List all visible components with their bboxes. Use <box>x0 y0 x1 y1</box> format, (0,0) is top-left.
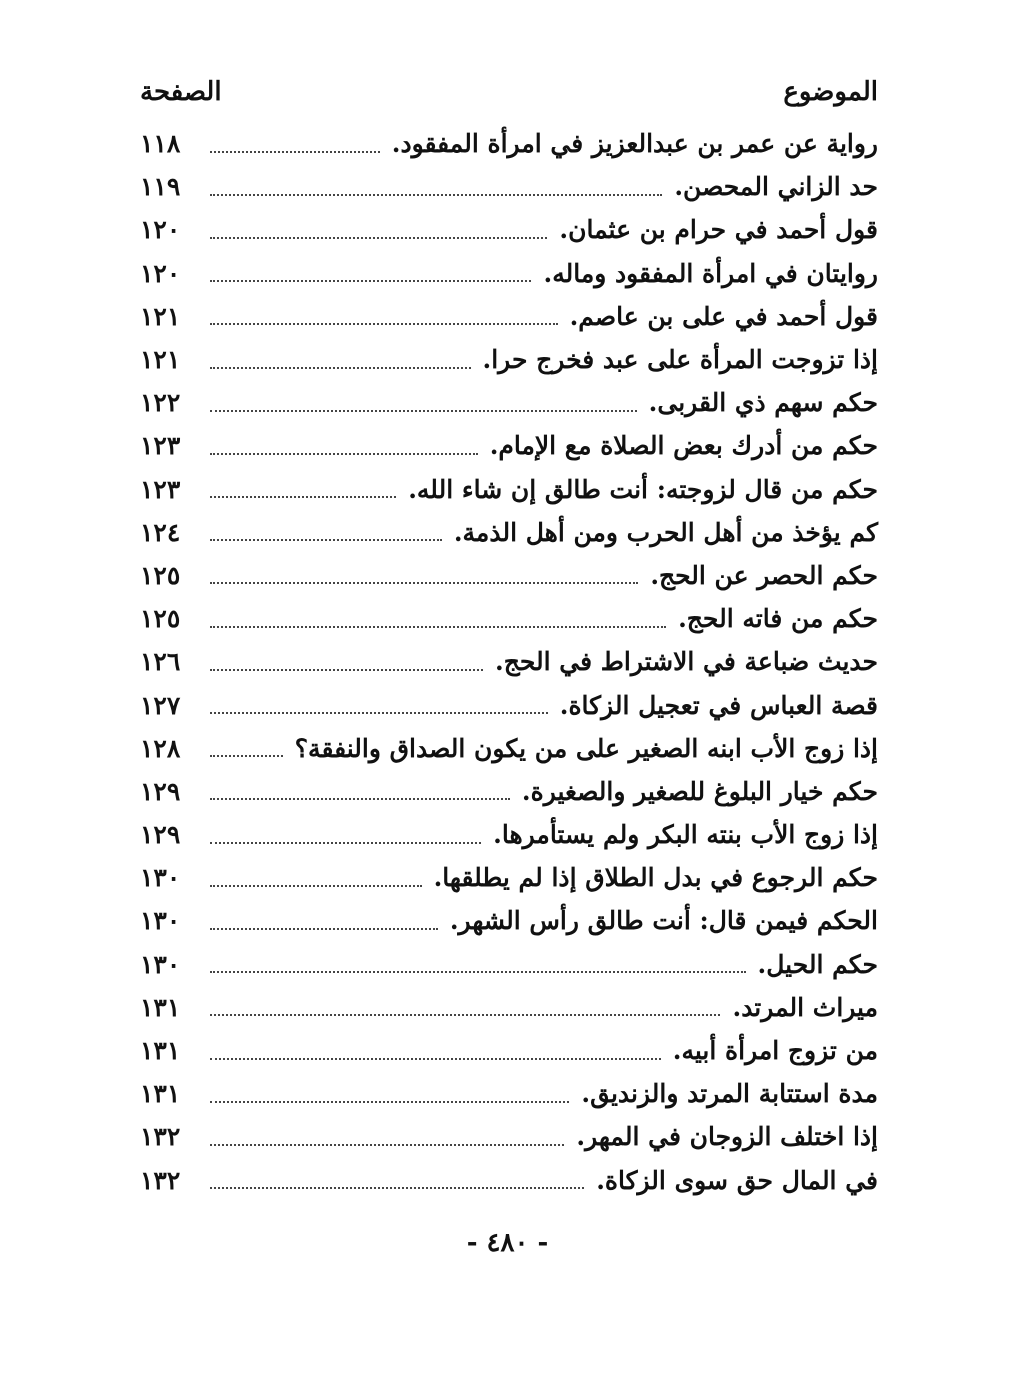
toc-entry-title: من تزوج امرأة أبيه. <box>672 1036 878 1066</box>
dot-leader <box>210 928 438 930</box>
toc-row <box>140 468 878 511</box>
toc-row <box>140 208 878 251</box>
toc-entry-page: ١٣٠ <box>140 949 181 979</box>
toc-entry-page: ١٣١ <box>140 992 181 1022</box>
toc-row <box>140 1072 878 1115</box>
dot-leader <box>210 496 396 498</box>
toc-row <box>140 856 878 899</box>
dot-leader <box>210 280 531 282</box>
toc-row <box>140 727 878 770</box>
toc-entry-title: إذا زوج الأب بنته البكر ولم يستأمرها. <box>493 820 878 850</box>
toc-entry-title: إذا اختلف الزوجان في المهر. <box>576 1122 878 1152</box>
toc-row <box>140 381 878 424</box>
toc-entry-page: ١١٨ <box>140 129 181 159</box>
dot-leader <box>210 194 662 196</box>
dot-leader <box>210 582 638 584</box>
toc-row <box>140 640 878 683</box>
toc-entry-title: قصة العباس في تعجيل الزكاة. <box>559 690 878 720</box>
toc-entry-title: حكم من فاته الحج. <box>678 604 878 634</box>
dot-leader <box>210 323 558 325</box>
toc-entry-page: ١٢٩ <box>140 776 181 806</box>
dot-leader <box>210 237 547 239</box>
toc-entry-title: حكم من أدرك بعض الصلاة مع الإمام. <box>489 431 878 461</box>
toc-entry-page: ١٢٩ <box>140 820 181 850</box>
dot-leader <box>210 626 666 628</box>
dot-leader <box>210 1014 720 1016</box>
toc-entry-page: ١٢٠ <box>140 258 181 288</box>
toc-entry-page: ١٢٥ <box>140 604 181 634</box>
dot-leader <box>210 669 483 671</box>
toc-entry-title: حكم من قال لزوجته: أنت طالق إن شاء الله. <box>408 474 878 504</box>
table-of-contents <box>140 122 878 1202</box>
toc-entry-page: ١٢٥ <box>140 560 181 590</box>
toc-entry-page: ١٢٨ <box>140 733 181 763</box>
dot-leader <box>210 367 471 369</box>
toc-entry-title: كم يؤخذ من أهل الحرب ومن أهل الذمة. <box>453 517 878 547</box>
toc-entry-title: حد الزاني المحصن. <box>674 172 878 202</box>
toc-entry-title: إذا زوج الأب ابنه الصغير على من يكون الصداق والنفقة؟ <box>294 733 878 763</box>
dot-leader <box>210 151 380 153</box>
toc-row <box>140 122 878 165</box>
dot-leader <box>210 1101 569 1103</box>
toc-row <box>140 295 878 338</box>
toc-row <box>140 511 878 554</box>
dot-leader <box>210 453 478 455</box>
toc-entry-title: حكم الحصر عن الحج. <box>650 560 878 590</box>
toc-entry-page: ١٢٤ <box>140 517 181 547</box>
toc-entry-page: ١٣٠ <box>140 863 181 893</box>
toc-row <box>140 1115 878 1158</box>
dot-leader <box>210 798 510 800</box>
toc-row <box>140 338 878 381</box>
toc-entry-title: روايتان في امرأة المفقود وماله. <box>543 258 878 288</box>
toc-entry-page: ١٣٢ <box>140 1122 181 1152</box>
toc-row <box>140 1029 878 1072</box>
dot-leader <box>210 1187 584 1189</box>
toc-entry-title: ميراث المرتد. <box>732 992 878 1022</box>
toc-row <box>140 424 878 467</box>
toc-row <box>140 943 878 986</box>
toc-row <box>140 770 878 813</box>
toc-header <box>140 70 878 114</box>
toc-entry-title: حكم خيار البلوغ للصغير والصغيرة. <box>521 776 878 806</box>
toc-row <box>140 683 878 726</box>
toc-row <box>140 986 878 1029</box>
toc-entry-page: ١٢٢ <box>140 388 181 418</box>
dot-leader <box>210 539 442 541</box>
toc-row <box>140 554 878 597</box>
toc-entry-title: إذا تزوجت المرأة على عبد فخرج حرا. <box>482 345 878 375</box>
toc-row <box>140 1159 878 1202</box>
toc-entry-page: ١١٩ <box>140 172 181 202</box>
toc-entry-page: ١٢١ <box>140 301 181 331</box>
dot-leader <box>210 971 746 973</box>
toc-entry-page: ١٢١ <box>140 345 181 375</box>
toc-entry-title: حكم سهم ذي القربى. <box>648 388 878 418</box>
toc-entry-page: ١٣١ <box>140 1036 181 1066</box>
dot-leader <box>210 842 481 844</box>
toc-entry-title: حديث ضباعة في الاشتراط في الحج. <box>495 647 878 677</box>
toc-row <box>140 165 878 208</box>
toc-entry-page: ١٣١ <box>140 1079 181 1109</box>
toc-entry-page: ١٢٧ <box>140 690 181 720</box>
toc-entry-title: مدة استتابة المرتد والزنديق. <box>581 1079 878 1109</box>
topic-column-heading: الموضوع <box>783 77 878 107</box>
toc-row <box>140 252 878 295</box>
toc-entry-page: ١٣٠ <box>140 906 181 936</box>
page-number-footer: - ٤٨٠ - <box>466 1228 549 1258</box>
dot-leader <box>210 1058 661 1060</box>
toc-entry-title: قول أحمد في على بن عاصم. <box>569 301 878 331</box>
toc-entry-page: ١٢٣ <box>140 474 181 504</box>
toc-entry-title: في المال حق سوى الزكاة. <box>596 1165 878 1195</box>
toc-row <box>140 899 878 942</box>
dot-leader <box>210 712 548 714</box>
toc-entry-page: ١٢٣ <box>140 431 181 461</box>
toc-entry-title: حكم الرجوع في بدل الطلاق إذا لم يطلقها. <box>433 863 878 893</box>
toc-entry-title: حكم الحيل. <box>757 949 878 979</box>
toc-entry-title: قول أحمد في حرام بن عثمان. <box>559 215 878 245</box>
page-column-heading: الصفحة <box>140 77 222 107</box>
toc-entry-title: رواية عن عمر بن عبدالعزيز في امرأة المفقود. <box>391 129 878 159</box>
dot-leader <box>210 1144 564 1146</box>
toc-entry-title: الحكم فيمن قال: أنت طالق رأس الشهر. <box>449 906 878 936</box>
dot-leader <box>210 885 422 887</box>
dot-leader <box>210 410 637 412</box>
toc-entry-page: ١٣٢ <box>140 1165 181 1195</box>
toc-row <box>140 597 878 640</box>
dot-leader <box>210 755 283 757</box>
toc-entry-page: ١٢٠ <box>140 215 181 245</box>
toc-entry-page: ١٢٦ <box>140 647 181 677</box>
toc-row <box>140 813 878 856</box>
